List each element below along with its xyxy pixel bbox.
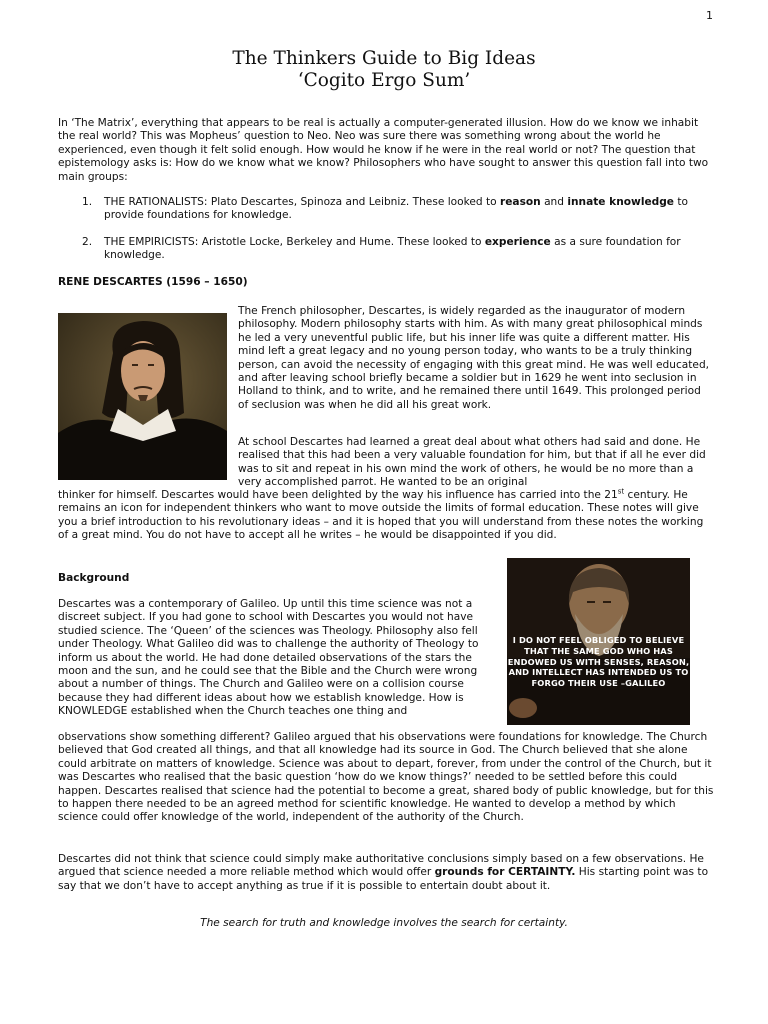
superscript: st: [617, 487, 625, 496]
list-item: [58, 236, 714, 263]
paragraph-text: century. He remains an icon for independent thinkers who want to move outside the limits of formal education. These notes will give you a brief introduction to his revolutionary ideas – and it is hoped that you will understand from these notes the working of a great mind. You do not have to accept all he writes – he would be disappointed if you did.: [58, 489, 704, 542]
list-item-bold: experience: [484, 235, 551, 248]
paragraph-text: Descartes did not think that science could simply make authoritative conclusions simply based on a few observations. He argued that science needed a more reliable method which would offer: [58, 853, 704, 879]
descartes-portrait-image: [58, 313, 227, 480]
background-paragraph-wrapped: Descartes was a contemporary of Galileo. Up until this time science was not a discreet subject. If you had gone to school with Descartes you would not have studied science. The ‘Queen’ of the sciences was Theology. Philosophy also fell under Theology. What Galileo did was to challenge the authority of Theology to inform us about the world. He had done detailed observations of the stars the moon and the sun, and he could see that the Bible and the Church were wrong about a number of things. The Church and Galileo were on a collision course because they had different ideas about how we establish knowledge. How is KNOWLEDGE established when the Church teaches one thing and: [58, 598, 479, 718]
title-line-1: The Thinkers Guide to Big Ideas: [232, 48, 536, 69]
list-item-number: 1.: [82, 196, 93, 208]
galileo-quote-text: I DO NOT FEEL OBLIGED TO BELIEVE THAT THE SAME GOD WHO HAS ENDOWED US WITH SENSES, REASON, AND INTELLECT HAS INTENDED US TO FORGO THEIR USE –GALILEO: [507, 635, 690, 689]
list-item-text: THE RATIONALISTS: Plato Descartes, Spinoza and Leibniz. These looked to: [104, 196, 501, 208]
descartes-heading: RENE DESCARTES (1596 – 1650): [58, 276, 248, 288]
descartes-paragraph-2-continued: [58, 489, 714, 543]
background-heading: Background: [58, 572, 130, 584]
descartes-paragraph-1: The French philosopher, Descartes, is widely regarded as the inaugurator of modern philosophy. Modern philosophy starts with him. As with many great philosophical minds he led a very uneventful public life, but his inner life was quite a different matter. His mind left a great legacy and no young person today, who wants to be a truly thinking person, can avoid the necessity of engaging with this great mind. He was well educated, and after leaving school briefly became a soldier but in 1629 he went into seclusion in Holland to think, and to write, and he remained there until 1649. This prolonged period of seclusion was when he did all his great work.: [238, 305, 710, 411]
closing-italic-line: The search for truth and knowledge involves the search for certainty.: [200, 917, 568, 929]
descartes-paragraph-2-wrapped: At school Descartes had learned a great deal about what others had said and done. He realised that this had been a very valuable foundation for him, but that if all he ever did was to sit and repeat in his own mind the work of others, he would be no more than a very accomplished parrot. He wanted to be an original: [238, 436, 706, 489]
list-item-text: to provide foundations for knowledge.: [104, 196, 689, 222]
paragraph-text: thinker for himself. Descartes would have been delighted by the way his influence has carried into the 21: [58, 489, 618, 501]
title-line-2: ‘Cogito Ergo Sum’: [297, 70, 471, 91]
background-paragraph-continued: observations show something different? Galileo argued that his observations were foundations for knowledge. The Church believed that God created all things, and that all knowledge had its source in God. The Church believed that she alone could arbitrate on matters of knowledge. Science was about to depart, forever, from under the control of the Church, but it was Descartes who realised that the basic question ‘how do we know things?’ needed to be settled before this could happen. Descartes realised that science had the potential to become a great, shared body of public knowledge, but for this to happen there needed to be an agreed method for scientific knowledge. He wanted to develop a method by which science could offer knowledge of the world, independent of the authority of the Church.: [58, 731, 714, 824]
list-item-number: 2.: [82, 235, 93, 248]
list-item-text: as a sure foundation for knowledge.: [104, 235, 681, 262]
groups-list: [58, 196, 714, 263]
page-title: [0, 48, 768, 92]
list-item: [58, 196, 714, 223]
paragraph-text: His starting point was to say that we don’t have to accept anything as true if it is possible to entertain doubt about it.: [58, 866, 709, 892]
paragraph-bold: grounds for CERTAINTY.: [434, 866, 576, 879]
galileo-quote-image: [507, 558, 690, 725]
list-item-bold: reason: [500, 196, 541, 208]
list-item-text: and: [540, 196, 568, 208]
list-item-text: THE EMPIRICISTS: Aristotle Locke, Berkeley and Hume. These looked to: [104, 235, 485, 248]
certainty-paragraph: [58, 853, 714, 893]
intro-paragraph: In ‘The Matrix’, everything that appears to be real is actually a computer-generated illusion. How do we know we inhabit the real world? This was Mopheus’ question to Neo. Neo was sure there was something wrong about the world he experienced, even though it felt solid enough. How would he know if he were in the real world or not? The question that epistemology asks is: How do we know what we know? Philosophers who have sought to answer this question fall into two main groups:: [58, 117, 709, 183]
list-item-bold: innate knowledge: [567, 196, 674, 208]
page-number: 1: [706, 9, 713, 22]
